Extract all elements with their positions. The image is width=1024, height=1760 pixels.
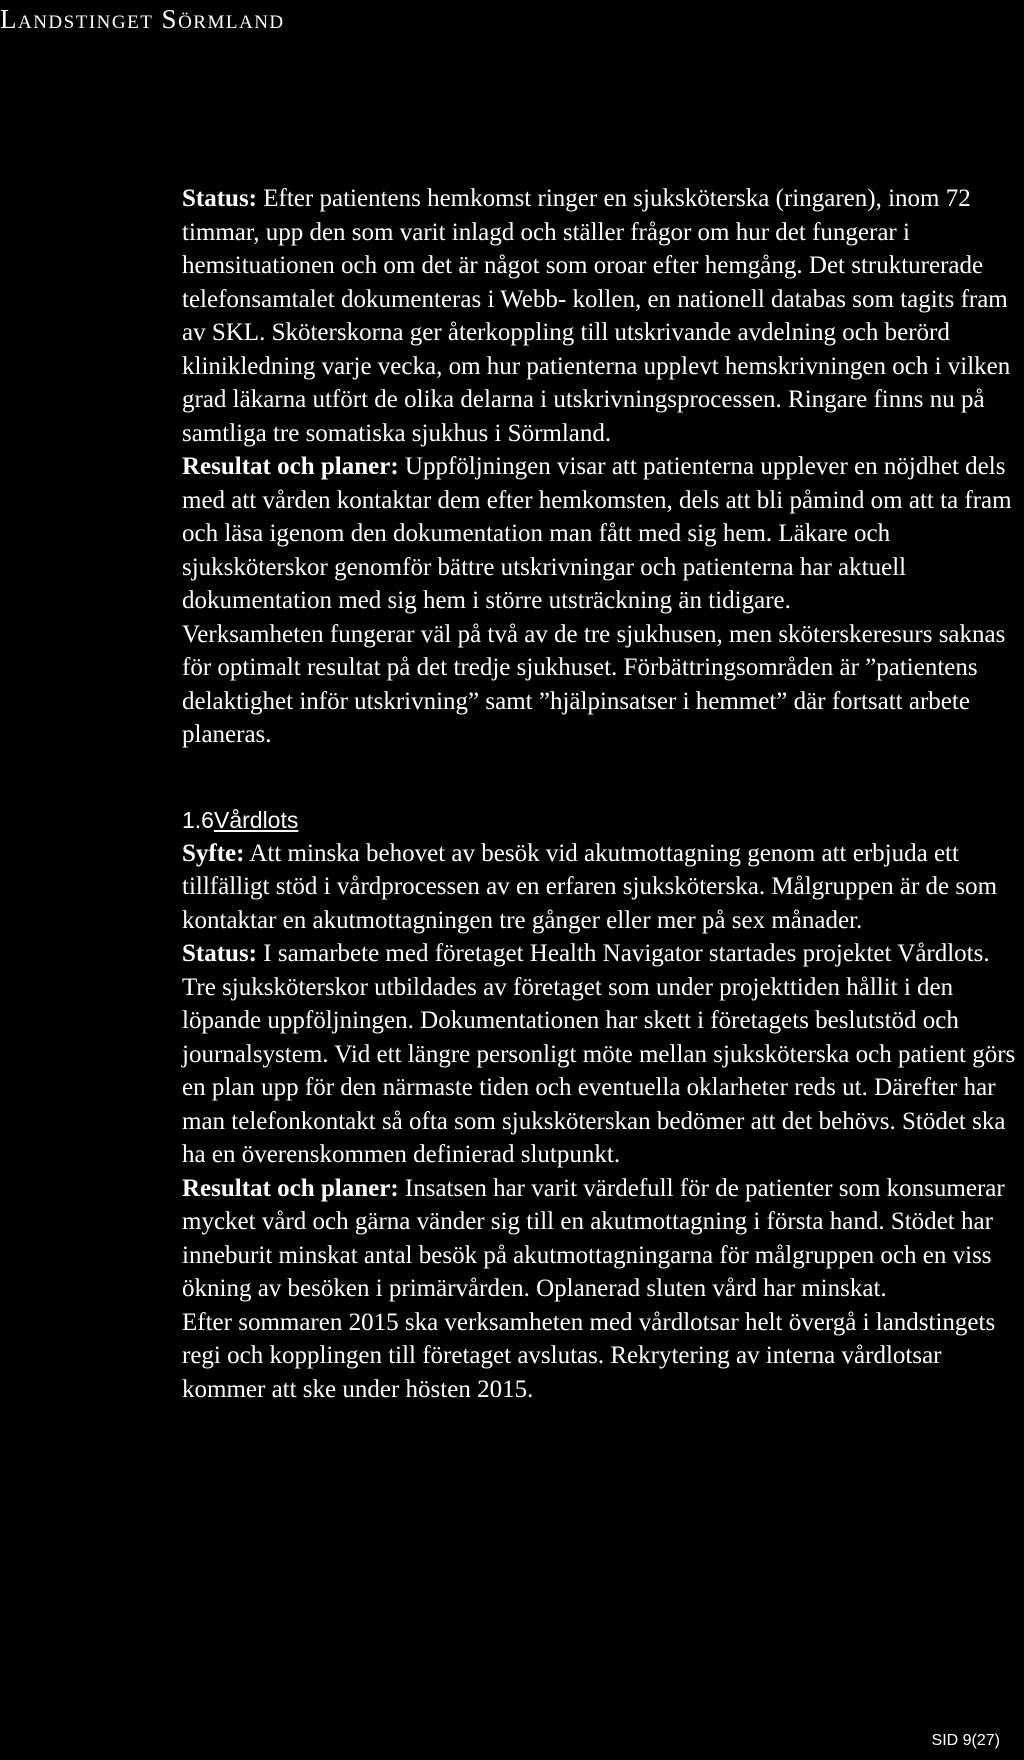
result-label: Resultat och planer: — [182, 453, 399, 480]
section-number: 1.6 — [182, 806, 214, 833]
section-heading-vardlots — [182, 804, 1022, 837]
result-label-vardlots: Resultat och planer: — [182, 1174, 399, 1202]
organization-header: Landstinget Sörmland — [0, 4, 285, 34]
status-label-vardlots: Status: — [182, 940, 258, 967]
purpose-label: Syfte: — [182, 839, 245, 867]
section-title: Vårdlots — [213, 806, 299, 833]
purpose-paragraph — [182, 837, 1022, 938]
status-paragraph — [182, 182, 1022, 450]
result-paragraph-vardlots — [182, 1172, 1022, 1306]
purpose-text: Att minska behovet av besök vid akutmottagning genom att erbjuda ett tillfälligt stöd i vårdprocessen av en erfaren sjuksköterska. Målgruppen är de som kontaktar en akutmottagningen tre gånger eller mer på sex månader. — [182, 839, 998, 934]
page-number: SID 9(27) — [931, 1732, 1000, 1749]
result-text: Uppföljningen visar att patienterna upplever en nöjdhet dels med att vården kontaktar dem efter hemkomsten, dels att bli påmind om att ta fram och läsa igenom den dokumentation man fått med sig hem. Läkare och sjuksköterskor genomför bättre utskrivningar och patienterna har aktuell dokumentation med sig hem i större utsträckning än tidigare. — [182, 453, 1012, 614]
document-body — [182, 182, 1022, 1406]
future-paragraph-vardlots: Efter sommaren 2015 ska verksamheten med vårdlotsar helt övergå i landstingets regi och kopplingen till företaget avslutas. Rekrytering av interna vårdlotsar kommer att ske under hösten 2015. — [182, 1308, 996, 1403]
status-text-vardlots: I samarbete med företaget Health Navigator startades projektet Vårdlots. Tre sjuksköterskor utbildades av företaget som under projekttiden hållit i den löpande uppföljningen. Dokumentationen har skett i företagets beslutstöd och journalsystem. Vid ett längre personligt möte mellan sjuksköterska och patient görs en plan upp för den närmaste tiden och eventuella oklarheter reds ut. Därefter har man telefonkontakt så ofta som sjuksköterskan bedömer att det behövs. Stödet ska ha en överenskommen definierad slutpunkt. — [182, 940, 1016, 1168]
status-paragraph-vardlots — [182, 937, 1022, 1172]
result-paragraph — [182, 450, 1022, 618]
verksamhet-paragraph: Verksamheten fungerar väl på två av de tre sjukhusen, men sköterskeresurs saknas för optimalt resultat på det tredje sjukhuset. Förbättringsområden är ”patientens delaktighet inför utskrivning” samt ”hjälpinsatser i hemmet” där fortsatt arbete planeras. — [182, 620, 1006, 748]
status-label: Status: — [182, 185, 258, 212]
result-text-vardlots: Insatsen har varit värdefull för de patienter som konsumerar mycket vård och gärna vänder sig till en akutmottagning i första hand. Stödet har inneburit minskat antal besök på akutmottagningarna för målgruppen och en viss ökning av besöken i primärvården. Oplanerad sluten vård har minskat. — [182, 1174, 1005, 1302]
status-text: Efter patientens hemkomst ringer en sjuksköterska (ringaren), inom 72 timmar, upp den som varit inlagd och ställer frågor om hur det fungerar i hemsituationen och om det är något som oroar efter hemgång. Det strukturerade telefonsamtalet dokumenteras i Webb- kollen, en nationell databas som tagits fram av SKL. Sköterskorna ger återkoppling till utskrivande avdelning och berörd klinikledning varje vecka, om hur patienterna upplevt hemskrivningen och i vilken grad läkarna utfört de olika delarna i utskrivningsprocessen. Ringare finns nu på samtliga tre somatiska sjukhus i Sörmland. — [182, 185, 1011, 447]
